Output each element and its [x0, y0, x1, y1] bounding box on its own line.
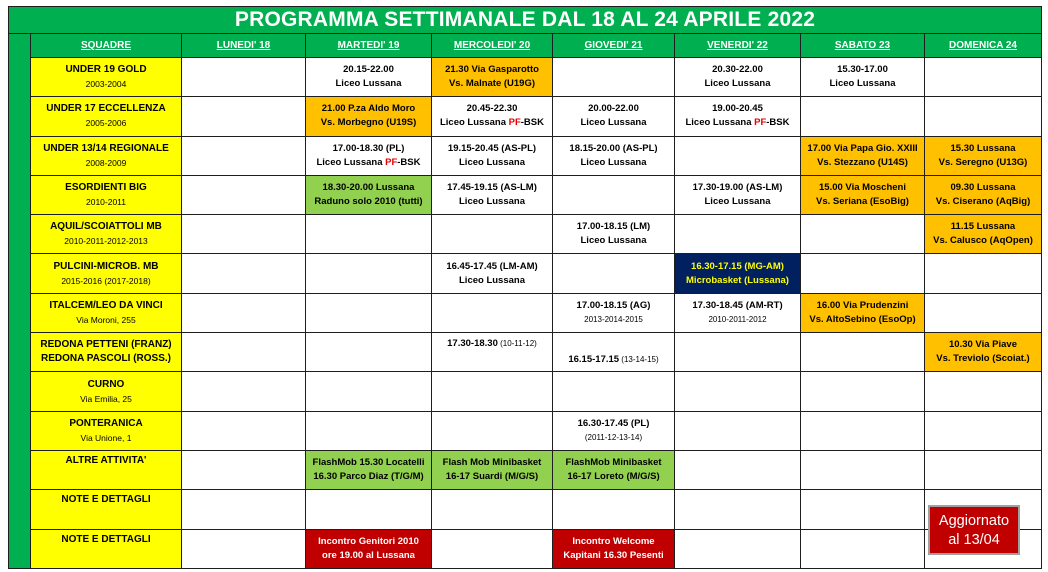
cell-empty [801, 529, 925, 568]
cell-line: 17.00 Via Papa Gio. XXIII [807, 142, 918, 154]
updated-badge-line: al 13/04 [948, 532, 1000, 548]
cell-line: Vs. Morbegno (U19S) [320, 117, 417, 129]
cell-empty [182, 490, 306, 529]
cell-empty [182, 175, 306, 214]
team-years: 2005-2006 [85, 118, 127, 129]
cell-empty [925, 293, 1042, 332]
team-name: NOTE E DETTAGLI [61, 494, 151, 506]
team-cell [31, 97, 182, 136]
table-row [9, 450, 1042, 489]
cell-line: 11.15 Lussana [950, 221, 1016, 233]
schedule-cell [553, 333, 675, 372]
cell-empty [925, 372, 1042, 411]
cell-empty [801, 254, 925, 293]
cell-line: 19.00-20.45 [712, 103, 763, 115]
team-cell [31, 411, 182, 450]
match-cell [801, 293, 925, 332]
table-row [9, 293, 1042, 332]
team-cell [31, 136, 182, 175]
table-row [9, 136, 1042, 175]
column-header-sabato: SABATO 23 [801, 34, 925, 58]
cell-line: FlashMob 15.30 Locatelli [312, 457, 425, 469]
table-row [9, 58, 1042, 97]
match-cell [925, 175, 1042, 214]
cell-empty [182, 215, 306, 254]
row-gutter [9, 215, 31, 254]
cell-line: Vs. Treviolo (Scoiat.) [936, 353, 1030, 365]
cell-line: Incontro Genitori 2010 [318, 535, 419, 547]
cell-empty [925, 411, 1042, 450]
team-name: REDONA PETTENI (FRANZ) [40, 339, 172, 351]
schedule-cell [675, 293, 801, 332]
pf-tag: PF [385, 156, 398, 168]
cell-empty [675, 490, 801, 529]
team-cell [31, 58, 182, 97]
cell-line: Liceo Lussana [439, 117, 509, 129]
meeting-cell [306, 529, 432, 568]
match-cell [925, 333, 1042, 372]
column-header-lunedi: LUNEDI' 18 [182, 34, 306, 58]
cell-line: 18.15-20.00 (AS-PL) [569, 142, 658, 154]
team-name: UNDER 13/14 REGIONALE [43, 142, 169, 154]
team-cell [31, 293, 182, 332]
cell-note: (2011-12-13-14) [584, 432, 643, 442]
cell-empty [306, 411, 432, 450]
team-name: ITALCEM/LEO DA VINCI [49, 299, 163, 311]
cell-line: 19.15-20.45 (AS-PL) [447, 142, 537, 154]
cell-line: 17.30-19.00 (AS-LM) [692, 182, 783, 194]
cell-line: FlashMob Minibasket [565, 457, 662, 469]
cell-empty [182, 136, 306, 175]
schedule-cell [553, 411, 675, 450]
schedule-cell [553, 97, 675, 136]
cell-empty [182, 293, 306, 332]
column-header-squadre: SQUADRE [31, 34, 182, 58]
cell-line: Incontro Welcome [572, 535, 655, 547]
cell-empty [306, 215, 432, 254]
cell-empty [675, 411, 801, 450]
cell-line: 17.45-19.15 (AS-LM) [447, 182, 537, 194]
cell-line: 16.30-17.45 (PL) [577, 417, 650, 429]
cell-line: 17.30-18.30 [447, 338, 498, 350]
cell-line: Vs. Seregno (U13G) [938, 156, 1028, 168]
cell-empty [432, 215, 553, 254]
cell-line: 18.30-20.00 Lussana [322, 182, 415, 194]
cell-empty [553, 490, 675, 529]
cell-empty [925, 450, 1042, 489]
cell-line: 15.00 Via Moscheni [819, 182, 906, 194]
team-name: UNDER 17 ECCELLENZA [46, 103, 166, 115]
cell-line: Liceo Lussana [685, 117, 755, 129]
schedule-cell [801, 58, 925, 97]
cell-line: 21.00 P.za Aldo Moro [321, 103, 416, 115]
cell-line: 15.30 Lussana [950, 142, 1016, 154]
team-cell [31, 215, 182, 254]
event-cell [432, 450, 553, 489]
cell-empty [553, 175, 675, 214]
schedule-cell [675, 175, 801, 214]
cell-line: 17.30-18.45 (AM-RT) [692, 299, 783, 311]
team-name: UNDER 19 GOLD [65, 64, 147, 76]
match-cell [306, 97, 432, 136]
table-row [9, 411, 1042, 450]
match-cell [432, 58, 553, 97]
row-gutter [9, 175, 31, 214]
team-cell [31, 490, 182, 529]
cell-empty [801, 490, 925, 529]
cell-line: Liceo Lussana [459, 274, 525, 286]
row-gutter [9, 450, 31, 489]
table-row [9, 333, 1042, 372]
cell-line: -BSK [520, 117, 544, 129]
cell-line: Liceo Lussana [704, 78, 771, 90]
column-header-domenica: DOMENICA 24 [925, 34, 1042, 58]
table-row [9, 254, 1042, 293]
cell-line: Vs. Stezzano (U14S) [817, 156, 908, 168]
cell-empty [801, 333, 925, 372]
cell-empty [182, 58, 306, 97]
cell-line: 17.00-18.15 (AG) [576, 299, 651, 311]
cell-empty [553, 254, 675, 293]
cell-note: (10-11-12) [497, 339, 537, 349]
cell-empty [182, 450, 306, 489]
schedule-cell [432, 97, 553, 136]
schedule-cell [432, 254, 553, 293]
cell-line: 16.00 Via Prudenzini [816, 299, 909, 311]
team-name: ALTRE ATTIVITA' [65, 454, 147, 466]
cell-line: 2013-2014-2015 [584, 314, 643, 324]
team-cell [31, 529, 182, 568]
cell-line: -BSK [766, 117, 790, 129]
cell-line: Flash Mob Minibasket [442, 457, 542, 469]
cell-empty [925, 254, 1042, 293]
updated-badge [928, 505, 1020, 555]
row-gutter [9, 333, 31, 372]
cell-line: Microbasket (Lussana) [686, 274, 789, 286]
cell-empty [675, 450, 801, 489]
schedule-cell [432, 333, 553, 372]
cell-line: Liceo Lussana [459, 156, 525, 168]
column-header-martedi: MARTEDI' 19 [306, 34, 432, 58]
schedule-cell [675, 58, 801, 97]
cell-line: Liceo Lussana [580, 156, 647, 168]
team-cell [31, 333, 182, 372]
cell-line: 20.15-22.00 [343, 64, 394, 76]
schedule-cell [432, 175, 553, 214]
cell-line: Vs. Calusco (AqOpen) [933, 235, 1033, 247]
table-row [9, 97, 1042, 136]
cell-empty [801, 372, 925, 411]
cell-empty [182, 372, 306, 411]
column-header-venerdi: VENERDI' 22 [675, 34, 801, 58]
cell-line: Liceo Lussana [335, 78, 402, 90]
cell-empty [553, 58, 675, 97]
cell-line: Liceo Lussana [704, 196, 771, 208]
team-name: CURNO [87, 378, 125, 390]
match-cell [925, 215, 1042, 254]
cell-line: 17.00-18.15 (LM) [576, 221, 651, 233]
row-gutter [9, 97, 31, 136]
team-address: Via Moroni, 255 [76, 314, 136, 325]
team-name: PULCINI-MICROB. MB [53, 260, 159, 272]
schedule-cell [306, 58, 432, 97]
cell-line: -BSK [397, 156, 421, 168]
cell-line: 20.00-22.00 [588, 103, 639, 115]
team-years: 2008-2009 [85, 157, 127, 168]
cell-line: 16-17 Loreto (M/G/S) [567, 471, 660, 483]
table-row [9, 529, 1042, 568]
cell-empty [801, 97, 925, 136]
cell-empty [925, 58, 1042, 97]
cell-line: 09.30 Lussana [950, 182, 1016, 194]
microbasket-cell [675, 254, 801, 293]
cell-empty [801, 450, 925, 489]
schedule-cell [675, 97, 801, 136]
cell-line: Vs. Ciserano (AqBig) [935, 196, 1031, 208]
column-header-giovedi: GIOVEDI' 21 [553, 34, 675, 58]
schedule-cell [306, 136, 432, 175]
team-name: REDONA PASCOLI (ROSS.) [40, 353, 171, 365]
cell-empty [675, 372, 801, 411]
schedule-cell [553, 136, 675, 175]
cell-empty [432, 490, 553, 529]
cell-line: Liceo Lussana [829, 78, 896, 90]
cell-empty [801, 215, 925, 254]
team-cell [31, 450, 182, 489]
meeting-cell [553, 529, 675, 568]
cell-line: Kapitani 16.30 Pesenti [563, 549, 664, 561]
cell-line: 17.00-18.30 (PL) [332, 142, 405, 154]
column-header-mercoledi: MERCOLEDI' 20 [432, 34, 553, 58]
cell-line: Raduno solo 2010 (tutti) [314, 196, 423, 208]
team-years: 2010-2011-2012-2013 [64, 236, 148, 247]
cell-empty [925, 97, 1042, 136]
team-name: NOTE E DETTAGLI [61, 533, 151, 545]
team-name: AQUIL/SCOIATTOLI MB [50, 221, 162, 233]
cell-empty [432, 372, 553, 411]
schedule-cell [553, 293, 675, 332]
cell-empty [432, 529, 553, 568]
cell-line: Liceo Lussana [580, 235, 647, 247]
row-gutter [9, 411, 31, 450]
team-address: Via Unione, 1 [80, 432, 132, 443]
table-row [9, 490, 1042, 529]
cell-line: 21.30 Via Gasparotto [445, 64, 539, 76]
cell-empty [432, 411, 553, 450]
cell-line: Vs. AltoSebino (EsoOp) [809, 313, 916, 325]
cell-empty [306, 333, 432, 372]
table-row [9, 175, 1042, 214]
cell-empty [306, 372, 432, 411]
cell-note: (13-14-15) [619, 355, 659, 365]
team-cell [31, 254, 182, 293]
team-name: PONTERANICA [69, 417, 143, 429]
weekly-schedule-table [8, 6, 1042, 569]
row-gutter [9, 136, 31, 175]
cell-empty [675, 215, 801, 254]
schedule-sheet [8, 6, 1041, 567]
cell-line: 10.30 Via Piave [949, 339, 1017, 351]
schedule-cell [553, 215, 675, 254]
pf-tag: PF [754, 117, 767, 129]
cell-line: 16.45-17.45 (LM-AM) [446, 260, 538, 272]
team-cell [31, 372, 182, 411]
team-years: 2010-2011 [85, 197, 127, 208]
schedule-cell [432, 136, 553, 175]
team-years: 2015-2016 (2017-2018) [61, 275, 151, 286]
team-cell [31, 175, 182, 214]
cell-line: ore 19.00 al Lussana [322, 549, 415, 561]
row-gutter [9, 34, 31, 58]
cell-line: 2010-2011-2012 [708, 314, 767, 324]
cell-empty [182, 254, 306, 293]
match-cell [925, 136, 1042, 175]
cell-empty [182, 411, 306, 450]
cell-line: 20.45-22.30 [466, 103, 518, 115]
cell-line: Vs. Malnate (U19G) [448, 78, 536, 90]
team-name: ESORDIENTI BIG [65, 182, 147, 194]
cell-empty [306, 254, 432, 293]
row-gutter [9, 529, 31, 568]
cell-empty [801, 411, 925, 450]
match-cell [801, 136, 925, 175]
row-gutter [9, 58, 31, 97]
cell-line: 16.15-17.15 [568, 354, 620, 366]
cell-line: 16.30-17.15 (MG-AM) [691, 260, 784, 272]
match-cell [801, 175, 925, 214]
cell-empty [432, 293, 553, 332]
cell-empty [182, 333, 306, 372]
cell-empty [553, 372, 675, 411]
cell-empty [306, 490, 432, 529]
pf-tag: PF [508, 117, 521, 129]
cell-empty [675, 136, 801, 175]
event-cell [306, 175, 432, 214]
cell-empty [182, 97, 306, 136]
cell-line: Liceo Lussana [316, 156, 386, 168]
page-title: PROGRAMMA SETTIMANALE DAL 18 AL 24 APRILE 2022 [9, 7, 1042, 34]
cell-line: Liceo Lussana [580, 117, 647, 129]
cell-empty [182, 529, 306, 568]
cell-line: 15.30-17.00 [837, 64, 888, 76]
cell-empty [306, 293, 432, 332]
cell-line: 16.30 Parco Diaz (T/G/M) [313, 471, 424, 483]
updated-badge-line: Aggiornato [938, 513, 1010, 529]
cell-empty [675, 529, 801, 568]
cell-line: Liceo Lussana [459, 196, 525, 208]
cell-line: 16-17 Suardi (M/G/S) [445, 471, 539, 483]
row-gutter [9, 293, 31, 332]
cell-line: Vs. Seriana (EsoBig) [816, 196, 909, 208]
row-gutter [9, 254, 31, 293]
team-years: 2003-2004 [85, 79, 127, 90]
table-row [9, 215, 1042, 254]
row-gutter [9, 372, 31, 411]
team-address: Via Emilia, 25 [80, 393, 132, 404]
table-row [9, 372, 1042, 411]
event-cell [306, 450, 432, 489]
cell-empty [675, 333, 801, 372]
event-cell [553, 450, 675, 489]
cell-line: 20.30-22.00 [712, 64, 763, 76]
row-gutter [9, 490, 31, 529]
